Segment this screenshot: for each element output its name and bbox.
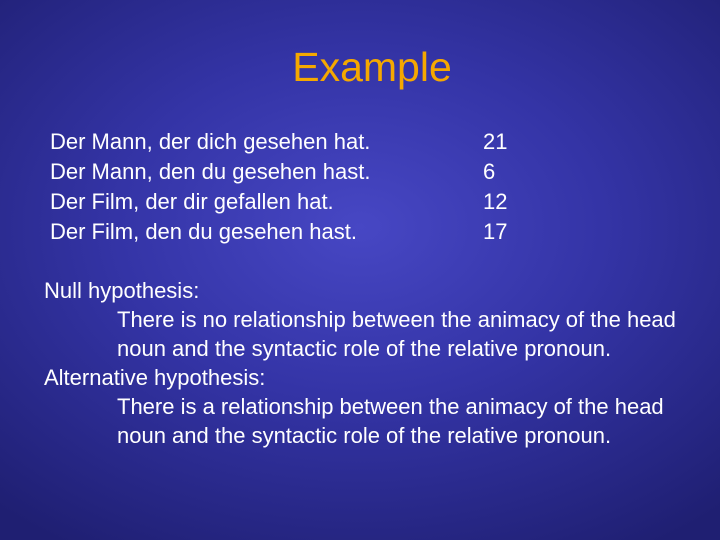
null-hypothesis-text: There is no relationship between the animacy of the head noun and the syntactic role of the relative pronoun. (117, 307, 676, 361)
example-sentence: Der Mann, den du gesehen hast. (50, 159, 371, 184)
example-count: 21 (483, 129, 508, 154)
example-row (50, 187, 610, 217)
example-row (50, 157, 610, 187)
example-sentence: Der Mann, der dich gesehen hat. (50, 129, 371, 154)
example-count: 6 (483, 159, 496, 184)
example-sentence: Der Film, der dir gefallen hat. (50, 189, 334, 214)
example-list (50, 127, 610, 247)
alternative-hypothesis-label: Alternative hypothesis: (44, 365, 266, 390)
example-row (50, 127, 610, 157)
hypotheses-block (44, 276, 684, 450)
slide-title: Example (292, 44, 452, 90)
null-hypothesis-label: Null hypothesis: (44, 278, 200, 303)
example-row (50, 217, 610, 247)
example-sentence: Der Film, den du gesehen hast. (50, 219, 357, 244)
example-count: 17 (483, 219, 508, 244)
alternative-hypothesis-text: There is a relationship between the animacy of the head noun and the syntactic role of the relative pronoun. (117, 394, 664, 448)
example-count: 12 (483, 189, 508, 214)
